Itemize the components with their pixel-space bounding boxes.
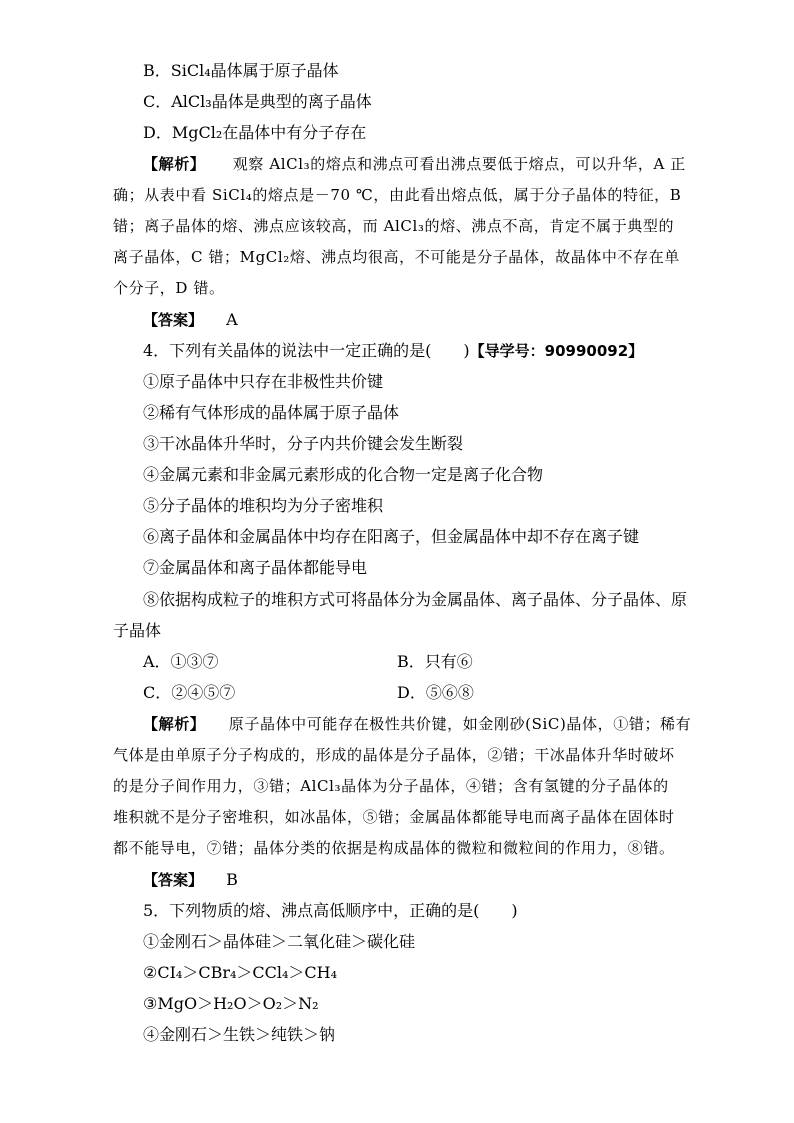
q4-answer [143, 868, 238, 892]
q5-statement: ④金刚石＞生铁＞纯铁＞钠 [143, 1025, 336, 1044]
q4-analysis-text: 原子晶体中可能存在极性共价键，如金刚砂(SiC)晶体，①错；稀有 [228, 715, 692, 733]
q4-answer-tag: 【答案】 [143, 871, 204, 889]
q4-option-a: A．①③⑦ [143, 652, 219, 671]
q4-analysis-line-3: 的是分子间作用力，③错；AlCl₃晶体为分子晶体，④错；含有氢键的分子晶体的 [113, 777, 669, 795]
q4-statement: ③干冰晶体升华时，分子内共价键会发生断裂 [143, 434, 464, 453]
q3-answer-tag: 【答案】 [143, 311, 204, 329]
q4-answer-value: B [226, 870, 238, 889]
q3-option-d: D．MgCl₂在晶体中有分子存在 [143, 123, 367, 142]
q4-statement: ⑦金属晶体和离子晶体都能导电 [143, 558, 368, 577]
q4-analysis-line-5: 都不能导电，⑦错；晶体分类的依据是构成晶体的微粒和微粒间的作用力，⑧错。 [113, 839, 675, 857]
q4-analysis-line-4: 堆积就不是分子密堆积，如冰晶体，⑤错；金属晶体都能导电而离子晶体在固体时 [113, 808, 675, 826]
q5-stem: 5．下列物质的熔、沸点高低顺序中，正确的是( ) [143, 901, 518, 920]
q4-statement: ⑤分子晶体的堆积均为分子密堆积 [143, 496, 384, 515]
q4-option-d: D．⑤⑥⑧ [397, 683, 474, 702]
q3-analysis-line-1 [143, 152, 686, 176]
q3-analysis-line-2: 确；从表中看 SiCl₄的熔点是－70 ℃，由此看出熔点低，属于分子晶体的特征，B [113, 186, 682, 204]
q4-statement: 子晶体 [113, 621, 162, 640]
q5-statement: ③MgO＞H₂O＞O₂＞N₂ [143, 994, 319, 1013]
q4-statement: ⑥离子晶体和金属晶体中均存在阳离子，但金属晶体中却不存在离子键 [143, 527, 640, 546]
q4-stem-line [143, 339, 643, 363]
q4-guide-number: 【导学号：90990092】 [469, 342, 644, 360]
q4-analysis-line-1 [143, 712, 691, 736]
q4-option-b: B．只有⑥ [397, 652, 473, 671]
q4-statement: ①原子晶体中只存在非极性共价键 [143, 372, 384, 391]
q3-option-b: B．SiCl₄晶体属于原子晶体 [143, 61, 339, 80]
q4-statement: ②稀有气体形成的晶体属于原子晶体 [143, 403, 400, 422]
q4-statement: ⑧依据构成粒子的堆积方式可将晶体分为金属晶体、离子晶体、分子晶体、原 [143, 590, 688, 609]
q3-analysis-line-3: 错；离子晶体的熔、沸点应该较高，而 AlCl₃的熔、沸点不高，肯定不属于典型的 [113, 217, 675, 235]
q3-analysis-tag: 【解析】 [143, 155, 206, 173]
q4-statement: ④金属元素和非金属元素形成的化合物一定是离子化合物 [143, 465, 544, 484]
q3-analysis-line-4: 离子晶体，C 错；MgCl₂熔、沸点均很高，不可能是分子晶体，故晶体中不存在单 [113, 248, 680, 266]
q3-answer [143, 308, 238, 332]
q4-stem: 4．下列有关晶体的说法中一定正确的是( ) [143, 341, 470, 360]
q3-answer-value: A [226, 310, 238, 329]
q4-analysis-tag: 【解析】 [143, 715, 206, 733]
q3-option-c: C．AlCl₃晶体是典型的离子晶体 [143, 92, 372, 111]
q4-option-c: C．②④⑤⑦ [143, 683, 236, 702]
q5-statement: ②CI₄＞CBr₄＞CCl₄＞CH₄ [143, 963, 338, 982]
q5-statement: ①金刚石＞晶体硅＞二氧化硅＞碳化硅 [143, 932, 416, 951]
q3-analysis-text: 观察 AlCl₃的熔点和沸点可看出沸点要低于熔点，可以升华，A 正 [232, 155, 686, 173]
q3-analysis-line-5: 个分子，D 错。 [113, 279, 225, 297]
q4-analysis-line-2: 气体是由单原子分子构成的，形成的晶体是分子晶体，②错；干冰晶体升华时破坏 [113, 746, 675, 764]
